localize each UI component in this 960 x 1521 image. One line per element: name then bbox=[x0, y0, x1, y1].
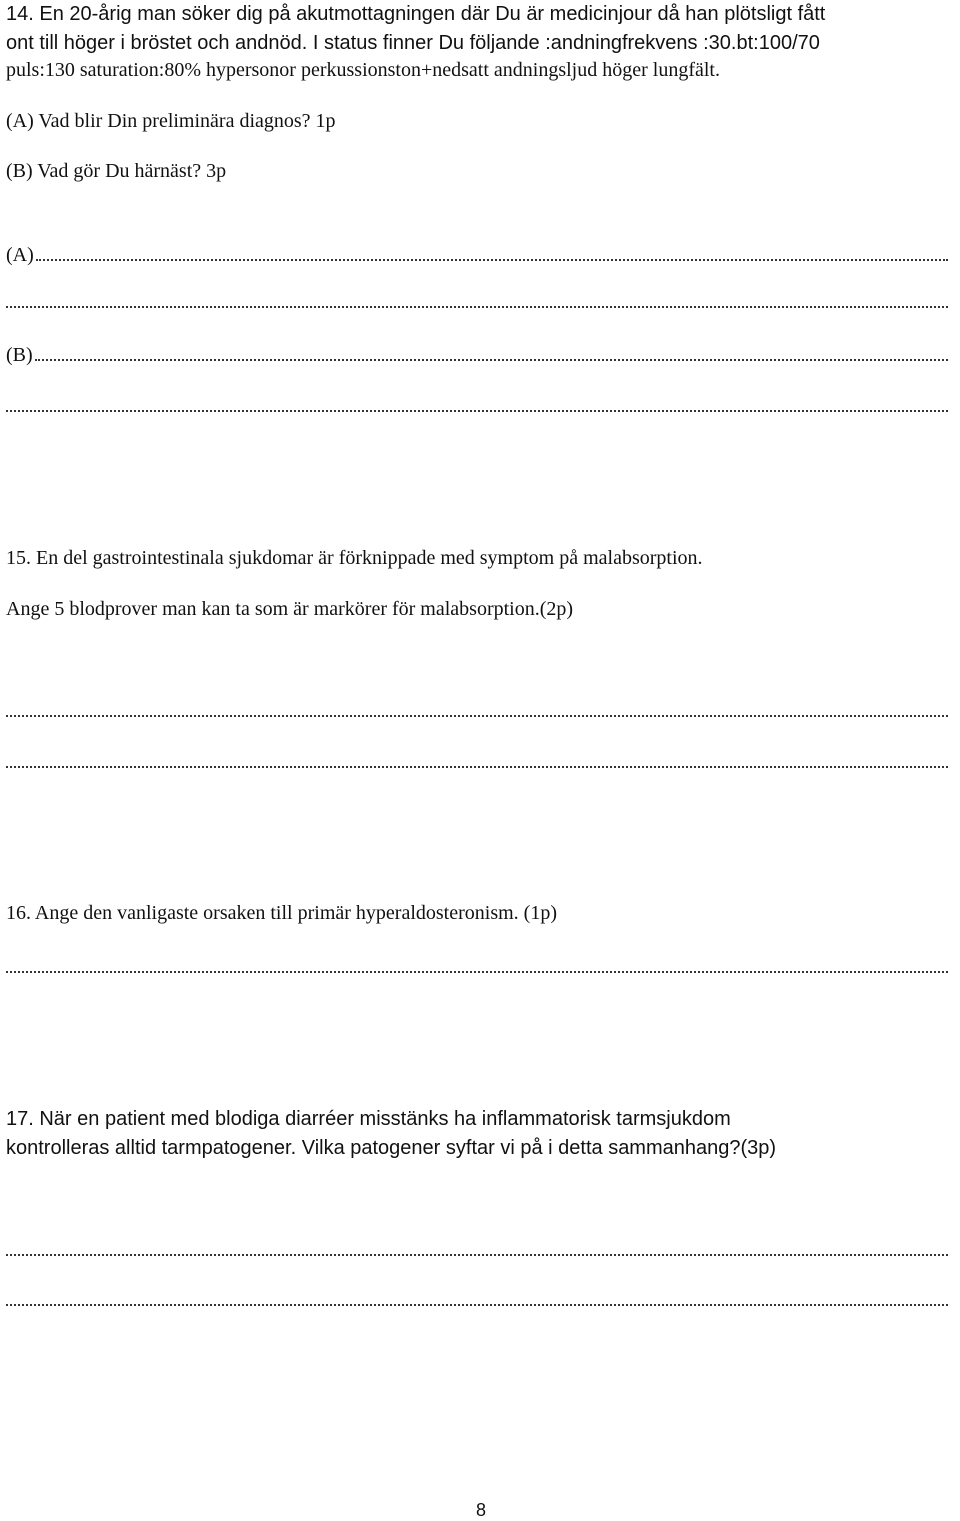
q14-answer-b-label: (B) bbox=[6, 344, 33, 366]
q15-answer-line-1[interactable] bbox=[6, 715, 948, 717]
q14-answer-a-line[interactable] bbox=[6, 243, 948, 267]
q14-line1: 14. En 20-årig man söker dig på akutmottagningen där Du är medicinjour då han plötsligt fått bbox=[6, 3, 826, 25]
q14-line3: puls:130 saturation:80% hypersonor perkussionston+nedsatt andningsljud höger lungfält. bbox=[6, 59, 720, 81]
q14-answer-b-line-2[interactable] bbox=[6, 410, 948, 412]
q15-line1: 15. En del gastrointestinala sjukdomar är förknippade med symptom på malabsorption. bbox=[6, 547, 703, 569]
page-number: 8 bbox=[476, 1500, 487, 1520]
q17-line2: kontrolleras alltid tarmpatogener. Vilka patogener syftar vi på i detta sammanhang?(3p) bbox=[6, 1137, 777, 1159]
q14-answer-b-line[interactable] bbox=[6, 343, 948, 367]
q14-part-a: (A) Vad blir Din preliminära diagnos? 1p bbox=[6, 110, 336, 132]
q15-line2: Ange 5 blodprover man kan ta som är markörer för malabsorption.(2p) bbox=[6, 598, 574, 620]
q17-answer-line-2[interactable] bbox=[6, 1304, 948, 1306]
q16-answer-line-1[interactable] bbox=[6, 971, 948, 973]
q14-answer-a-label: (A) bbox=[6, 244, 34, 266]
q14-part-b: (B) Vad gör Du härnäst? 3p bbox=[6, 160, 227, 182]
q17-answer-line-1[interactable] bbox=[6, 1254, 948, 1256]
q17-line1: 17. När en patient med blodiga diarréer misstänks ha inflammatorisk tarmsjukdom bbox=[6, 1108, 731, 1130]
q14-line2: ont till höger i bröstet och andnöd. I status finner Du följande :andningfrekvens :30.bt:100/70 bbox=[6, 32, 820, 54]
q16-line1: 16. Ange den vanligaste orsaken till primär hyperaldosteronism. (1p) bbox=[6, 902, 557, 924]
q14-answer-a-line-2[interactable] bbox=[6, 306, 948, 308]
answer-line bbox=[35, 359, 948, 361]
q15-answer-line-2[interactable] bbox=[6, 766, 948, 768]
answer-line bbox=[36, 259, 948, 261]
